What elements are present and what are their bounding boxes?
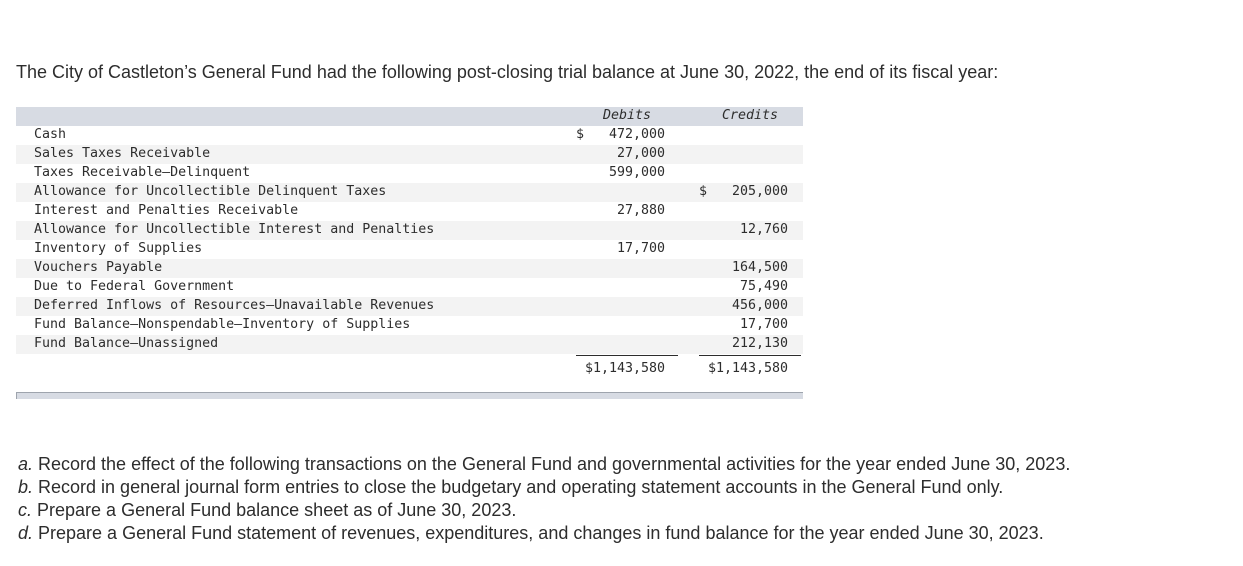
task-text: Record the effect of the following transactions on the General Fund and governmental activities for the year ended June 30, 2023. <box>33 454 1071 474</box>
task-letter: c. <box>18 500 33 520</box>
debit-dollar-sign: $ <box>576 127 585 142</box>
debit-cell: 472,000 <box>608 127 665 142</box>
credit-cell: 205,000 <box>731 184 788 199</box>
account-cell: Cash <box>34 127 67 142</box>
credits-header: Credits <box>721 108 778 123</box>
credit-cell: 212,130 <box>731 336 788 351</box>
debit-cell: 599,000 <box>608 165 665 180</box>
table-row <box>16 126 803 145</box>
table-row <box>16 316 803 335</box>
credit-total-rule <box>699 355 801 356</box>
task-text: Prepare a General Fund statement of revenues, expenditures, and changes in fund balance for the year ended June 30, 2023. <box>33 523 1044 543</box>
debit-cell: 27,000 <box>616 146 665 161</box>
account-cell: Allowance for Uncollectible Delinquent Taxes <box>34 184 387 199</box>
task-letter: a. <box>18 454 34 474</box>
account-cell: Sales Taxes Receivable <box>34 146 211 161</box>
account-cell: Fund Balance—Unassigned <box>34 336 219 351</box>
table-header <box>16 107 803 126</box>
account-cell: Interest and Penalties Receivable <box>34 203 299 218</box>
table-footer-bar <box>16 392 803 399</box>
debit-cell: 27,880 <box>616 203 665 218</box>
credit-cell: 17,700 <box>739 317 788 332</box>
credit-dollar-sign: $ <box>699 184 708 199</box>
table-row <box>16 221 803 240</box>
table-row <box>16 145 803 164</box>
account-cell: Inventory of Supplies <box>34 241 203 256</box>
table-row <box>16 240 803 259</box>
credit-cell: 75,490 <box>739 279 788 294</box>
task-list <box>18 453 1070 545</box>
task-d <box>18 522 1070 545</box>
account-cell: Vouchers Payable <box>34 260 163 275</box>
account-cell: Allowance for Uncollectible Interest and Penalties <box>34 222 435 237</box>
credit-cell: 164,500 <box>731 260 788 275</box>
credit-cell: 456,000 <box>731 298 788 313</box>
table-row <box>16 164 803 183</box>
task-text: Record in general journal form entries to close the budgetary and operating statement accounts in the General Fund only. <box>33 477 1004 497</box>
totals-row <box>16 354 803 378</box>
task-letter: d. <box>18 523 34 543</box>
account-cell: Due to Federal Government <box>34 279 235 294</box>
account-cell: Taxes Receivable—Delinquent <box>34 165 251 180</box>
debit-total-rule <box>576 355 678 356</box>
table-row <box>16 335 803 354</box>
table-row <box>16 297 803 316</box>
task-a <box>18 453 1070 476</box>
trial-balance-table <box>16 107 803 378</box>
table-row <box>16 259 803 278</box>
debit-cell: 17,700 <box>616 241 665 256</box>
task-letter: b. <box>18 477 34 497</box>
table-body <box>16 126 803 354</box>
task-c <box>18 499 1070 522</box>
total-credits: $1,143,580 <box>707 361 788 376</box>
table-row <box>16 278 803 297</box>
total-debits: $1,143,580 <box>584 361 665 376</box>
debits-header: Debits <box>602 108 651 123</box>
credit-cell: 12,760 <box>739 222 788 237</box>
table-row <box>16 183 803 202</box>
task-b <box>18 476 1070 499</box>
table-row <box>16 202 803 221</box>
account-cell: Fund Balance—Nonspendable—Inventory of Supplies <box>34 317 411 332</box>
intro-text: The City of Castleton’s General Fund had the following post-closing trial balance at June 30, 2022, the end of its fiscal year: <box>16 62 999 82</box>
account-cell: Deferred Inflows of Resources—Unavailable Revenues <box>34 298 435 313</box>
task-text: Prepare a General Fund balance sheet as of June 30, 2023. <box>32 500 517 520</box>
